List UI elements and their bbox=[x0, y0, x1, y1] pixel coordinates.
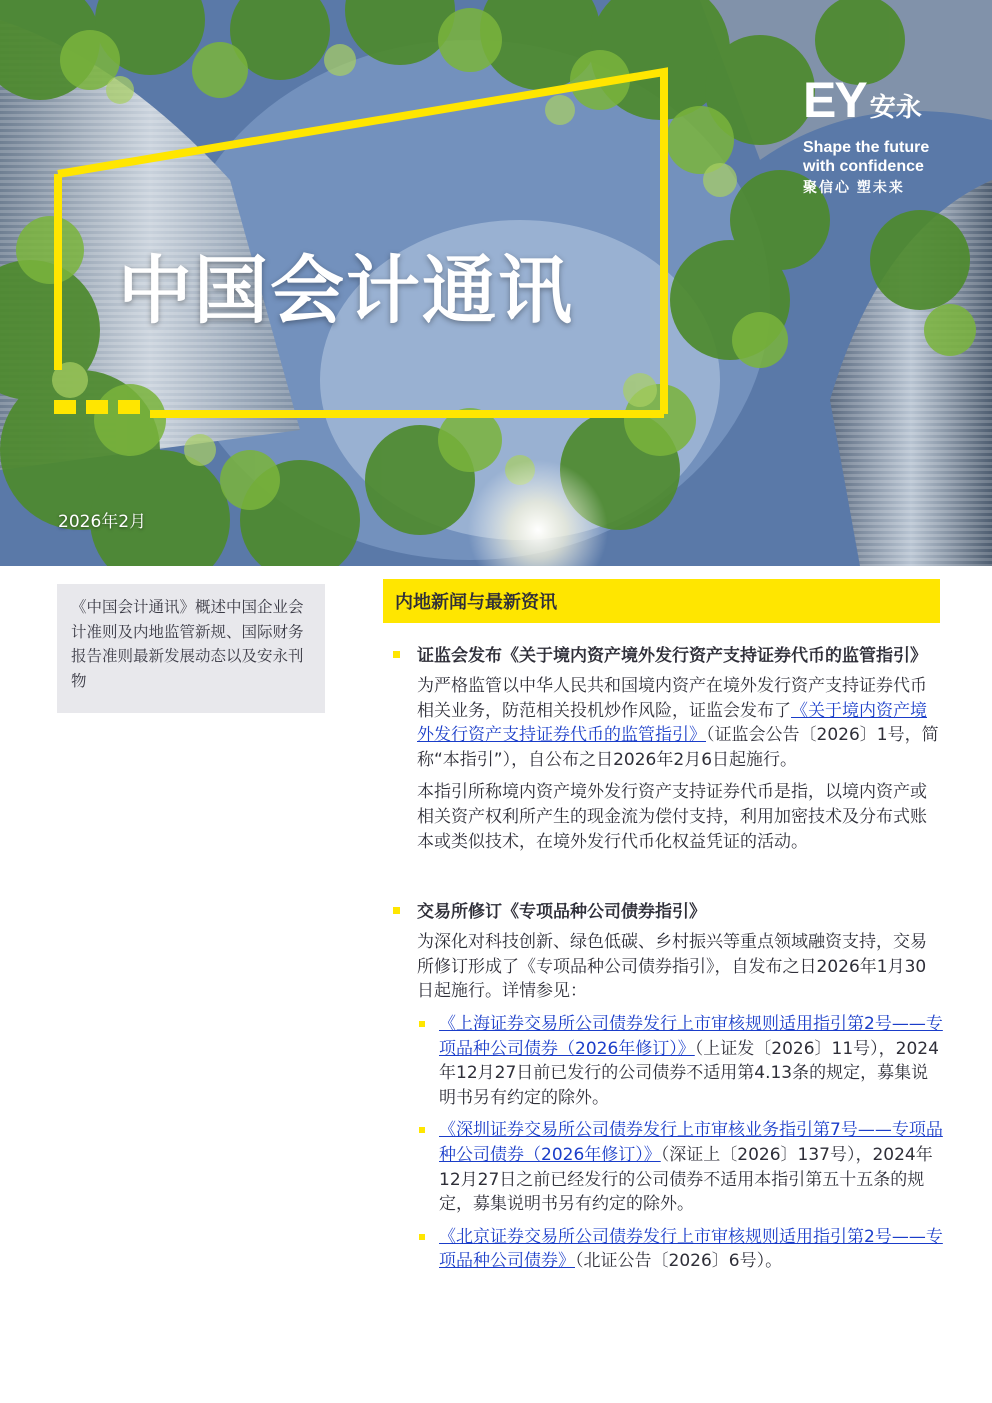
news-item bbox=[383, 900, 943, 1274]
szse-guideline-link[interactable]: 《深圳证券交易所公司债券发行上市审核业务指引第7号——专项品种公司债券（2026年修订）》 bbox=[439, 1120, 943, 1165]
news-paragraph: 为深化对科技创新、绿色低碳、乡村振兴等重点领域融资支持，交易所修订形成了《专项品种公司债券指引》，自发布之日2026年1月30日起施行。详情参见： bbox=[417, 932, 927, 1002]
bullet-icon bbox=[419, 1234, 425, 1240]
logo-tagline: Shape the future with confidence 聚信心 塑未来 bbox=[803, 139, 930, 195]
sub-list-item: 《北京证券交易所公司债券发行上市审核规则适用指引第2号——专项品种公司债券》（北证公告〔2026〕6号）。 bbox=[417, 1225, 943, 1274]
bullet-icon bbox=[419, 1021, 425, 1027]
section-title: 内地新闻与最新资讯 bbox=[383, 579, 940, 623]
sub-list-item: 《上海证券交易所公司债券发行上市审核规则适用指引第2号——专项品种公司债券（2026年修订）》（上证发〔2026〕11号），2024年12月27日前已发行的公司债券不适用第4.13条的规定，募集说明书另有约定的除外。 bbox=[417, 1012, 943, 1110]
newsletter-title: 中国会计通讯 bbox=[118, 248, 574, 334]
ey-logo-mark: EY 安永 bbox=[803, 72, 922, 128]
bullet-icon bbox=[393, 907, 400, 914]
sse-guideline-link[interactable]: 《上海证券交易所公司债券发行上市审核规则适用指引第2号——专项品种公司债券（2026年修订）》 bbox=[439, 1013, 943, 1059]
news-paragraph: 本指引所称境内资产境外发行资产支持证券代币是指，以境内资产或相关资产权利所产生的现金流为偿付支持，利用加密技术及分布式账本或类似技术，在境外发行代币化权益凭证的活动。 bbox=[417, 782, 927, 852]
news-heading: 交易所修订《专项品种公司债券指引》 bbox=[417, 902, 706, 923]
summary-box: 《中国会计通讯》概述中国企业会计准则及内地监管新规、国际财务报告准则最新发展动态以及安永刊物 bbox=[57, 584, 325, 713]
news-paragraph: 为严格监管以中华人民共和国境内资产在境外发行资产支持证券代币相关业务，防范相关投机炒作风险，证监会发布了《关于境内资产境外发行资产支持证券代币的监管指引》（证监会公告〔2026〕1号，简称“本指引”），自公布之日2026年2月6日起施行。 bbox=[417, 676, 939, 770]
ey-logo bbox=[803, 72, 953, 197]
hero-banner bbox=[0, 0, 992, 566]
guideline-link[interactable]: 《关于境内资产境外发行资产支持证券代币的监管指引》 bbox=[417, 700, 927, 746]
news-list bbox=[383, 644, 943, 1282]
bullet-icon bbox=[419, 1127, 425, 1133]
news-heading: 证监会发布《关于境内资产境外发行资产支持证券代币的监管指引》 bbox=[417, 646, 927, 666]
bse-guideline-link[interactable]: 《北京证券交易所公司债券发行上市审核规则适用指引第2号——专项品种公司债券》 bbox=[439, 1226, 943, 1272]
bullet-icon bbox=[393, 651, 400, 658]
news-item bbox=[383, 644, 943, 854]
sub-list-item: 《深圳证券交易所公司债券发行上市审核业务指引第7号——专项品种公司债券（2026年修订）》（深证上〔2026〕137号），2024年12月27日之前已经发行的公司债券不适用本指引第五十五条的规定，募集说明书另有约定的除外。 bbox=[417, 1118, 943, 1216]
issue-date: 2026年2月 bbox=[58, 512, 147, 532]
